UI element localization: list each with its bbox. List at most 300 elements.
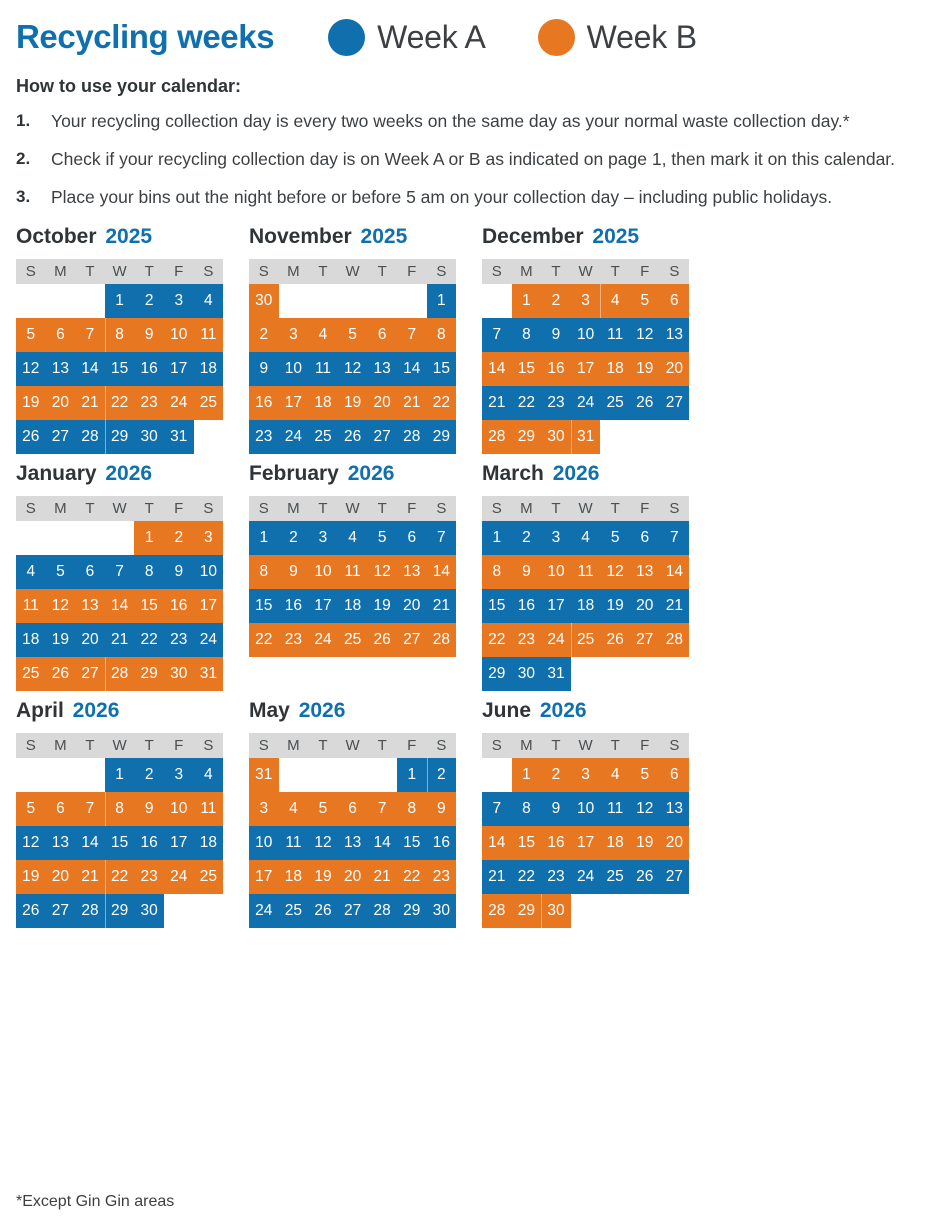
day-cell[interactable]: 14 xyxy=(482,826,512,860)
day-cell[interactable]: 24 xyxy=(249,894,279,928)
day-cell-empty xyxy=(571,657,601,691)
day-cell[interactable]: 21 xyxy=(75,860,105,894)
day-cell[interactable]: 17 xyxy=(571,352,601,386)
day-cell[interactable]: 19 xyxy=(367,589,397,623)
day-of-week-label: F xyxy=(174,499,184,517)
day-cell[interactable]: 28 xyxy=(660,623,690,657)
day-cell[interactable]: 11 xyxy=(338,555,368,589)
day-cell[interactable]: 16 xyxy=(249,386,279,420)
day-cell[interactable]: 3 xyxy=(571,284,601,318)
day-cell[interactable]: 1 xyxy=(397,758,427,792)
day-cell[interactable]: 13 xyxy=(338,826,368,860)
day-cell[interactable]: 13 xyxy=(397,555,427,589)
day-cell[interactable]: 20 xyxy=(630,589,660,623)
day-cell[interactable]: 22 xyxy=(512,860,542,894)
day-cell[interactable]: 15 xyxy=(134,589,164,623)
day-cell[interactable]: 7 xyxy=(75,792,105,826)
day-cell[interactable]: 8 xyxy=(482,555,512,589)
day-cell[interactable]: 20 xyxy=(75,623,105,657)
day-cell[interactable]: 13 xyxy=(660,792,690,826)
day-cell[interactable]: 2 xyxy=(541,284,571,318)
day-cell[interactable]: 27 xyxy=(660,860,690,894)
day-cell[interactable]: 25 xyxy=(600,386,630,420)
day-cell[interactable]: 28 xyxy=(75,894,105,928)
day-cell[interactable]: 25 xyxy=(194,386,224,420)
day-cell[interactable]: 27 xyxy=(660,386,690,420)
day-of-week-label: M xyxy=(287,499,300,517)
day-cell[interactable]: 18 xyxy=(308,386,338,420)
day-cell[interactable]: 26 xyxy=(16,894,46,928)
day-cell[interactable]: 22 xyxy=(482,623,512,657)
day-cell[interactable]: 2 xyxy=(427,758,457,792)
day-cell[interactable]: 17 xyxy=(249,860,279,894)
day-cell[interactable]: 9 xyxy=(249,352,279,386)
day-of-week-label: S xyxy=(491,499,502,517)
day-cell[interactable]: 2 xyxy=(164,521,194,555)
day-cell[interactable]: 6 xyxy=(46,318,76,352)
day-cell[interactable]: 31 xyxy=(194,657,224,691)
day-cell[interactable]: 8 xyxy=(249,555,279,589)
day-cell[interactable]: 10 xyxy=(279,352,309,386)
day-cell[interactable]: 16 xyxy=(164,589,194,623)
day-cell[interactable]: 10 xyxy=(571,318,601,352)
day-cell[interactable]: 17 xyxy=(164,826,194,860)
day-cell[interactable]: 15 xyxy=(512,352,542,386)
day-cell[interactable]: 15 xyxy=(482,589,512,623)
day-cell[interactable]: 21 xyxy=(427,589,457,623)
day-cell[interactable]: 14 xyxy=(75,826,105,860)
day-cell[interactable]: 19 xyxy=(308,860,338,894)
day-cell[interactable]: 13 xyxy=(367,352,397,386)
day-cell[interactable]: 3 xyxy=(279,318,309,352)
day-cell[interactable]: 6 xyxy=(630,521,660,555)
day-cell[interactable]: 5 xyxy=(16,318,46,352)
day-of-week-label: F xyxy=(174,262,184,280)
day-cell[interactable]: 24 xyxy=(308,623,338,657)
day-cell[interactable]: 11 xyxy=(16,589,46,623)
day-cell[interactable]: 19 xyxy=(46,623,76,657)
day-cell[interactable]: 17 xyxy=(541,589,571,623)
day-cell[interactable]: 25 xyxy=(308,420,338,454)
day-cell[interactable]: 2 xyxy=(279,521,309,555)
day-cell[interactable]: 28 xyxy=(482,420,512,454)
day-cell[interactable]: 11 xyxy=(600,318,630,352)
day-cell[interactable]: 26 xyxy=(367,623,397,657)
day-cell[interactable]: 12 xyxy=(630,318,660,352)
day-cell[interactable]: 28 xyxy=(75,420,105,454)
day-cell[interactable]: 9 xyxy=(134,792,164,826)
day-cell[interactable]: 15 xyxy=(105,352,135,386)
day-cell[interactable]: 29 xyxy=(482,657,512,691)
day-cell[interactable]: 23 xyxy=(427,860,457,894)
day-cell[interactable]: 12 xyxy=(367,555,397,589)
day-cell[interactable]: 9 xyxy=(541,318,571,352)
day-cell[interactable]: 6 xyxy=(367,318,397,352)
day-cell[interactable]: 19 xyxy=(16,860,46,894)
day-cell[interactable]: 27 xyxy=(338,894,368,928)
day-cell[interactable]: 29 xyxy=(512,420,542,454)
day-cell[interactable]: 18 xyxy=(600,826,630,860)
day-cell[interactable]: 16 xyxy=(512,589,542,623)
day-cell[interactable]: 17 xyxy=(571,826,601,860)
month-year: 2026 xyxy=(546,461,600,485)
day-cell[interactable]: 8 xyxy=(427,318,457,352)
day-cell[interactable]: 2 xyxy=(512,521,542,555)
day-cell[interactable]: 5 xyxy=(308,792,338,826)
day-cell[interactable]: 21 xyxy=(75,386,105,420)
day-cell[interactable]: 23 xyxy=(134,860,164,894)
day-cell[interactable]: 20 xyxy=(46,860,76,894)
day-cell[interactable]: 24 xyxy=(194,623,224,657)
day-cell[interactable]: 13 xyxy=(75,589,105,623)
day-cell[interactable]: 6 xyxy=(338,792,368,826)
day-cell[interactable]: 10 xyxy=(164,318,194,352)
day-cell[interactable]: 27 xyxy=(630,623,660,657)
day-cell[interactable]: 11 xyxy=(194,318,224,352)
day-cell[interactable]: 6 xyxy=(660,758,690,792)
day-cell[interactable]: 14 xyxy=(367,826,397,860)
day-cell[interactable]: 26 xyxy=(338,420,368,454)
day-cell[interactable]: 29 xyxy=(427,420,457,454)
day-cell[interactable]: 1 xyxy=(134,521,164,555)
day-cell[interactable]: 14 xyxy=(397,352,427,386)
day-cell[interactable]: 31 xyxy=(541,657,571,691)
day-cell[interactable]: 26 xyxy=(630,386,660,420)
day-cell[interactable]: 16 xyxy=(541,826,571,860)
day-cell[interactable]: 26 xyxy=(308,894,338,928)
day-cell[interactable]: 8 xyxy=(105,792,135,826)
day-cell[interactable]: 8 xyxy=(512,792,542,826)
day-cell[interactable]: 12 xyxy=(338,352,368,386)
day-cell[interactable]: 3 xyxy=(541,521,571,555)
day-cell[interactable]: 7 xyxy=(397,318,427,352)
day-cell[interactable]: 13 xyxy=(46,352,76,386)
day-cell[interactable]: 7 xyxy=(660,521,690,555)
day-cell[interactable]: 29 xyxy=(134,657,164,691)
day-cell[interactable]: 30 xyxy=(134,420,164,454)
day-cell[interactable]: 22 xyxy=(134,623,164,657)
day-cell[interactable]: 23 xyxy=(541,386,571,420)
day-cell[interactable]: 28 xyxy=(427,623,457,657)
day-cell[interactable]: 10 xyxy=(541,555,571,589)
day-cell[interactable]: 25 xyxy=(279,894,309,928)
day-cell[interactable]: 15 xyxy=(512,826,542,860)
day-cell[interactable]: 30 xyxy=(134,894,164,928)
day-cell[interactable]: 18 xyxy=(194,352,224,386)
day-cell[interactable]: 6 xyxy=(46,792,76,826)
day-cell[interactable]: 9 xyxy=(541,792,571,826)
day-cell[interactable]: 7 xyxy=(482,318,512,352)
day-cell[interactable]: 14 xyxy=(427,555,457,589)
day-cell[interactable]: 12 xyxy=(630,792,660,826)
day-cell[interactable]: 24 xyxy=(571,860,601,894)
day-cell[interactable]: 4 xyxy=(279,792,309,826)
day-cell[interactable]: 3 xyxy=(164,758,194,792)
day-cell[interactable]: 2 xyxy=(541,758,571,792)
day-cell[interactable]: 4 xyxy=(194,284,224,318)
day-cell[interactable]: 1 xyxy=(482,521,512,555)
day-cell[interactable]: 9 xyxy=(512,555,542,589)
day-of-week-label: F xyxy=(407,736,417,754)
day-cell[interactable]: 18 xyxy=(338,589,368,623)
day-cell[interactable]: 7 xyxy=(482,792,512,826)
day-cell[interactable]: 25 xyxy=(571,623,601,657)
day-cell[interactable]: 4 xyxy=(600,758,630,792)
month-weeks xyxy=(482,521,689,691)
day-cell[interactable]: 30 xyxy=(249,284,279,318)
day-cell[interactable]: 15 xyxy=(249,589,279,623)
day-cell[interactable]: 27 xyxy=(75,657,105,691)
day-of-week-label: T xyxy=(144,499,154,517)
day-cell[interactable]: 27 xyxy=(367,420,397,454)
day-cell[interactable]: 3 xyxy=(571,758,601,792)
day-cell[interactable]: 29 xyxy=(397,894,427,928)
day-cell[interactable]: 30 xyxy=(512,657,542,691)
day-cell[interactable]: 19 xyxy=(630,352,660,386)
day-cell[interactable]: 26 xyxy=(16,420,46,454)
day-cell[interactable]: 24 xyxy=(541,623,571,657)
day-cell[interactable]: 2 xyxy=(249,318,279,352)
day-cell[interactable]: 11 xyxy=(194,792,224,826)
week-row xyxy=(482,623,689,657)
day-cell[interactable]: 23 xyxy=(164,623,194,657)
day-cell[interactable]: 8 xyxy=(134,555,164,589)
day-cell[interactable]: 16 xyxy=(541,352,571,386)
day-cell[interactable]: 25 xyxy=(16,657,46,691)
month-november-2025 xyxy=(249,225,482,454)
month-title xyxy=(16,462,249,486)
day-cell[interactable]: 19 xyxy=(16,386,46,420)
day-cell[interactable]: 13 xyxy=(46,826,76,860)
day-cell[interactable]: 12 xyxy=(16,352,46,386)
day-cell[interactable]: 15 xyxy=(397,826,427,860)
day-cell[interactable]: 29 xyxy=(105,420,135,454)
day-cell[interactable]: 12 xyxy=(16,826,46,860)
day-cell[interactable]: 28 xyxy=(105,657,135,691)
week-a-circle-icon xyxy=(328,19,365,56)
day-cell[interactable]: 22 xyxy=(427,386,457,420)
day-cell[interactable]: 4 xyxy=(600,284,630,318)
day-cell[interactable]: 29 xyxy=(512,894,542,928)
day-cell[interactable]: 4 xyxy=(338,521,368,555)
day-cell[interactable]: 24 xyxy=(164,386,194,420)
month-weeks xyxy=(482,758,689,928)
day-cell[interactable]: 28 xyxy=(367,894,397,928)
day-cell[interactable]: 6 xyxy=(660,284,690,318)
day-cell[interactable]: 9 xyxy=(427,792,457,826)
day-cell[interactable]: 14 xyxy=(482,352,512,386)
day-cell[interactable]: 17 xyxy=(308,589,338,623)
legend-item-week-a xyxy=(328,19,486,56)
day-cell[interactable]: 6 xyxy=(397,521,427,555)
day-cell[interactable]: 28 xyxy=(482,894,512,928)
day-cell[interactable]: 19 xyxy=(630,826,660,860)
day-cell[interactable]: 26 xyxy=(600,623,630,657)
day-cell[interactable]: 22 xyxy=(249,623,279,657)
day-cell[interactable]: 17 xyxy=(279,386,309,420)
day-cell[interactable]: 18 xyxy=(16,623,46,657)
day-cell[interactable]: 10 xyxy=(249,826,279,860)
day-cell[interactable]: 21 xyxy=(105,623,135,657)
day-cell[interactable]: 10 xyxy=(571,792,601,826)
day-cell[interactable]: 19 xyxy=(600,589,630,623)
day-cell[interactable]: 10 xyxy=(308,555,338,589)
day-cell[interactable]: 20 xyxy=(367,386,397,420)
day-cell[interactable]: 7 xyxy=(105,555,135,589)
day-cell[interactable]: 5 xyxy=(367,521,397,555)
day-cell[interactable]: 16 xyxy=(279,589,309,623)
day-cell[interactable]: 9 xyxy=(134,318,164,352)
day-cell[interactable]: 3 xyxy=(249,792,279,826)
day-cell[interactable]: 2 xyxy=(134,284,164,318)
month-june-2026 xyxy=(482,699,715,928)
day-cell[interactable]: 18 xyxy=(279,860,309,894)
day-cell[interactable]: 23 xyxy=(134,386,164,420)
day-cell[interactable]: 10 xyxy=(194,555,224,589)
day-cell[interactable]: 7 xyxy=(367,792,397,826)
day-cell[interactable]: 11 xyxy=(279,826,309,860)
day-cell[interactable]: 9 xyxy=(279,555,309,589)
day-of-week-label: T xyxy=(318,262,328,280)
day-cell[interactable]: 5 xyxy=(338,318,368,352)
day-cell[interactable]: 30 xyxy=(541,420,571,454)
day-cell[interactable]: 4 xyxy=(308,318,338,352)
day-cell[interactable]: 16 xyxy=(134,826,164,860)
day-cell[interactable]: 22 xyxy=(105,386,135,420)
day-cell[interactable]: 7 xyxy=(75,318,105,352)
day-cell[interactable]: 11 xyxy=(600,792,630,826)
day-cell[interactable]: 14 xyxy=(660,555,690,589)
day-cell[interactable]: 26 xyxy=(46,657,76,691)
day-cell[interactable]: 10 xyxy=(164,792,194,826)
day-cell[interactable]: 20 xyxy=(660,826,690,860)
day-cell[interactable]: 18 xyxy=(194,826,224,860)
day-cell[interactable]: 12 xyxy=(600,555,630,589)
day-cell[interactable]: 21 xyxy=(482,386,512,420)
day-cell[interactable]: 5 xyxy=(16,792,46,826)
day-cell[interactable]: 1 xyxy=(512,284,542,318)
day-cell[interactable]: 5 xyxy=(600,521,630,555)
day-cell[interactable]: 8 xyxy=(512,318,542,352)
day-cell[interactable]: 20 xyxy=(397,589,427,623)
day-cell[interactable]: 1 xyxy=(512,758,542,792)
day-cell[interactable]: 18 xyxy=(571,589,601,623)
day-cell[interactable]: 8 xyxy=(105,318,135,352)
day-cell[interactable]: 17 xyxy=(194,589,224,623)
day-cell[interactable]: 26 xyxy=(630,860,660,894)
day-cell[interactable]: 18 xyxy=(600,352,630,386)
day-cell[interactable]: 25 xyxy=(194,860,224,894)
day-cell[interactable]: 23 xyxy=(541,860,571,894)
day-cell[interactable]: 5 xyxy=(630,758,660,792)
week-row xyxy=(482,826,689,860)
week-row xyxy=(16,420,223,454)
day-cell-empty xyxy=(75,521,105,555)
day-cell[interactable]: 8 xyxy=(397,792,427,826)
day-cell[interactable]: 30 xyxy=(541,894,571,928)
day-cell[interactable]: 11 xyxy=(571,555,601,589)
day-of-week-label: T xyxy=(85,736,95,754)
day-cell[interactable]: 15 xyxy=(427,352,457,386)
day-cell[interactable]: 5 xyxy=(46,555,76,589)
day-cell[interactable]: 6 xyxy=(75,555,105,589)
day-cell[interactable]: 4 xyxy=(571,521,601,555)
day-cell[interactable]: 20 xyxy=(338,860,368,894)
day-cell[interactable]: 1 xyxy=(105,284,135,318)
day-cell[interactable]: 5 xyxy=(630,284,660,318)
day-cell[interactable]: 2 xyxy=(134,758,164,792)
day-cell[interactable]: 14 xyxy=(75,352,105,386)
page-title: Recycling weeks xyxy=(16,18,275,55)
day-cell[interactable]: 30 xyxy=(164,657,194,691)
day-cell[interactable]: 11 xyxy=(308,352,338,386)
week-row xyxy=(249,555,456,589)
week-row xyxy=(249,826,456,860)
day-cell[interactable]: 24 xyxy=(279,420,309,454)
day-cell[interactable]: 13 xyxy=(630,555,660,589)
day-cell[interactable]: 16 xyxy=(134,352,164,386)
day-cell[interactable]: 1 xyxy=(427,284,457,318)
day-cell[interactable]: 29 xyxy=(105,894,135,928)
day-cell[interactable]: 27 xyxy=(46,420,76,454)
day-cell[interactable]: 9 xyxy=(164,555,194,589)
day-cell[interactable]: 27 xyxy=(397,623,427,657)
day-cell[interactable]: 15 xyxy=(105,826,135,860)
day-cell[interactable]: 7 xyxy=(427,521,457,555)
day-of-week-label: S xyxy=(203,499,214,517)
day-cell[interactable]: 20 xyxy=(660,352,690,386)
day-cell[interactable]: 31 xyxy=(571,420,601,454)
day-cell[interactable]: 12 xyxy=(308,826,338,860)
day-of-week-label: W xyxy=(112,736,127,754)
day-cell[interactable]: 22 xyxy=(105,860,135,894)
day-cell[interactable]: 22 xyxy=(512,386,542,420)
day-cell[interactable]: 17 xyxy=(164,352,194,386)
day-cell[interactable]: 3 xyxy=(164,284,194,318)
day-cell[interactable]: 14 xyxy=(105,589,135,623)
day-cell-empty xyxy=(482,758,512,792)
day-cell[interactable]: 4 xyxy=(16,555,46,589)
day-cell[interactable]: 23 xyxy=(279,623,309,657)
day-cell[interactable]: 24 xyxy=(164,860,194,894)
day-cell[interactable]: 25 xyxy=(338,623,368,657)
day-cell[interactable]: 3 xyxy=(194,521,224,555)
day-cell[interactable]: 25 xyxy=(600,860,630,894)
day-cell[interactable]: 23 xyxy=(249,420,279,454)
day-cell[interactable]: 21 xyxy=(482,860,512,894)
day-cell[interactable]: 23 xyxy=(512,623,542,657)
day-cell[interactable]: 24 xyxy=(571,386,601,420)
day-cell[interactable]: 30 xyxy=(427,894,457,928)
day-cell[interactable]: 3 xyxy=(308,521,338,555)
day-cell[interactable]: 21 xyxy=(367,860,397,894)
day-cell[interactable]: 13 xyxy=(660,318,690,352)
day-cell[interactable]: 21 xyxy=(397,386,427,420)
day-cell[interactable]: 16 xyxy=(427,826,457,860)
day-cell[interactable]: 22 xyxy=(397,860,427,894)
day-cell[interactable]: 31 xyxy=(164,420,194,454)
day-cell[interactable]: 4 xyxy=(194,758,224,792)
day-cell[interactable]: 19 xyxy=(338,386,368,420)
day-cell[interactable]: 1 xyxy=(105,758,135,792)
day-cell[interactable]: 20 xyxy=(46,386,76,420)
day-cell[interactable]: 1 xyxy=(249,521,279,555)
day-cell[interactable]: 31 xyxy=(249,758,279,792)
day-cell[interactable]: 21 xyxy=(660,589,690,623)
day-cell[interactable]: 12 xyxy=(46,589,76,623)
day-cell[interactable]: 27 xyxy=(46,894,76,928)
day-cell[interactable]: 28 xyxy=(397,420,427,454)
